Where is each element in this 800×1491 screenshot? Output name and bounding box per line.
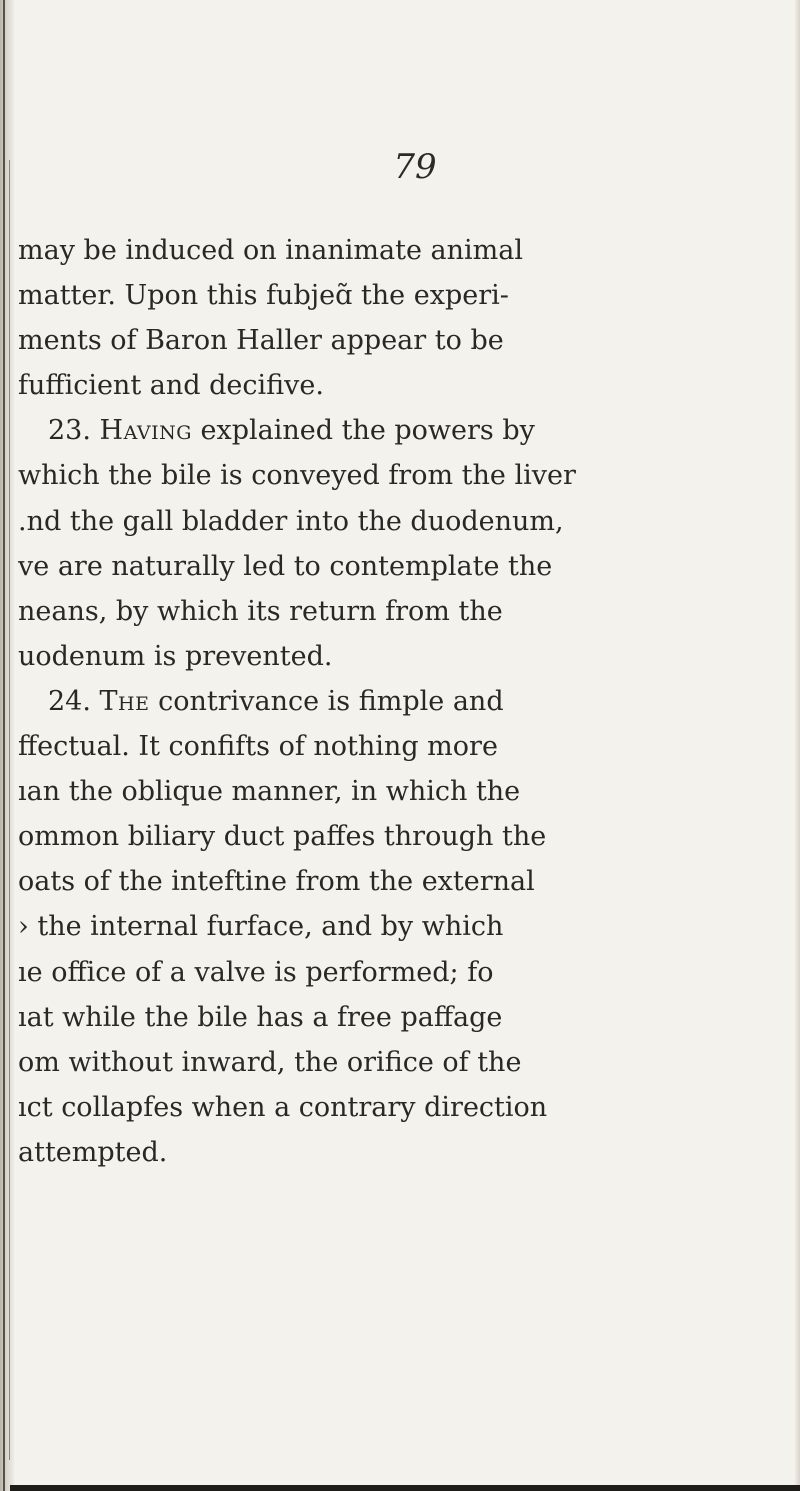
text-line: fufficient and decifive.	[18, 370, 324, 402]
paragraph-number: 23.	[48, 415, 91, 447]
paragraph-23-start: 23. Having explained the powers by	[48, 415, 535, 447]
text-line: attempted.	[18, 1136, 168, 1168]
text-line: ve are naturally led to contemplate the	[18, 550, 553, 582]
text-line: may be induced on inanimate animal	[18, 235, 523, 266]
lead-word: The	[99, 685, 150, 717]
text-line: ıat while the bile has a free paffage	[18, 1001, 503, 1033]
lead-word: Having	[99, 415, 192, 447]
body-text	[18, 228, 800, 1175]
text-line: ıan the oblique manner, in which the	[18, 776, 521, 808]
gutter-shadow-line	[3, 0, 5, 1491]
text-line: ıct collapfes when a contrary direction	[18, 1091, 548, 1123]
text-line: ffectual. It confifts of nothing more	[18, 731, 498, 763]
text-line: matter. Upon this fubjeɑ̃ the experi-	[18, 280, 509, 312]
page-number: 79	[393, 147, 437, 187]
text-line: neans, by which its return from the	[18, 595, 503, 627]
text-line: which the bile is conveyed from the liver	[18, 460, 576, 492]
gutter-inner-line	[9, 160, 10, 1460]
text-line: › the internal furface, and by which	[18, 911, 504, 943]
text-line: uodenum is prevented.	[18, 640, 333, 672]
paragraph-number: 24.	[48, 685, 91, 717]
text-line: oats of the inteftine from the external	[18, 866, 535, 898]
text-line: ments of Baron Haller appear to be	[18, 325, 504, 357]
text-line: ommon biliary duct paffes through the	[18, 821, 547, 853]
text-line: .nd the gall bladder into the duodenum,	[18, 505, 564, 537]
paragraph-24-start: 24. The contrivance is fimple and	[48, 685, 504, 717]
text-line: ıe office of a valve is performed; fo	[18, 956, 494, 988]
bottom-shadow-rule	[10, 1485, 800, 1491]
text-line: om without inward, the orifice of the	[18, 1046, 522, 1078]
